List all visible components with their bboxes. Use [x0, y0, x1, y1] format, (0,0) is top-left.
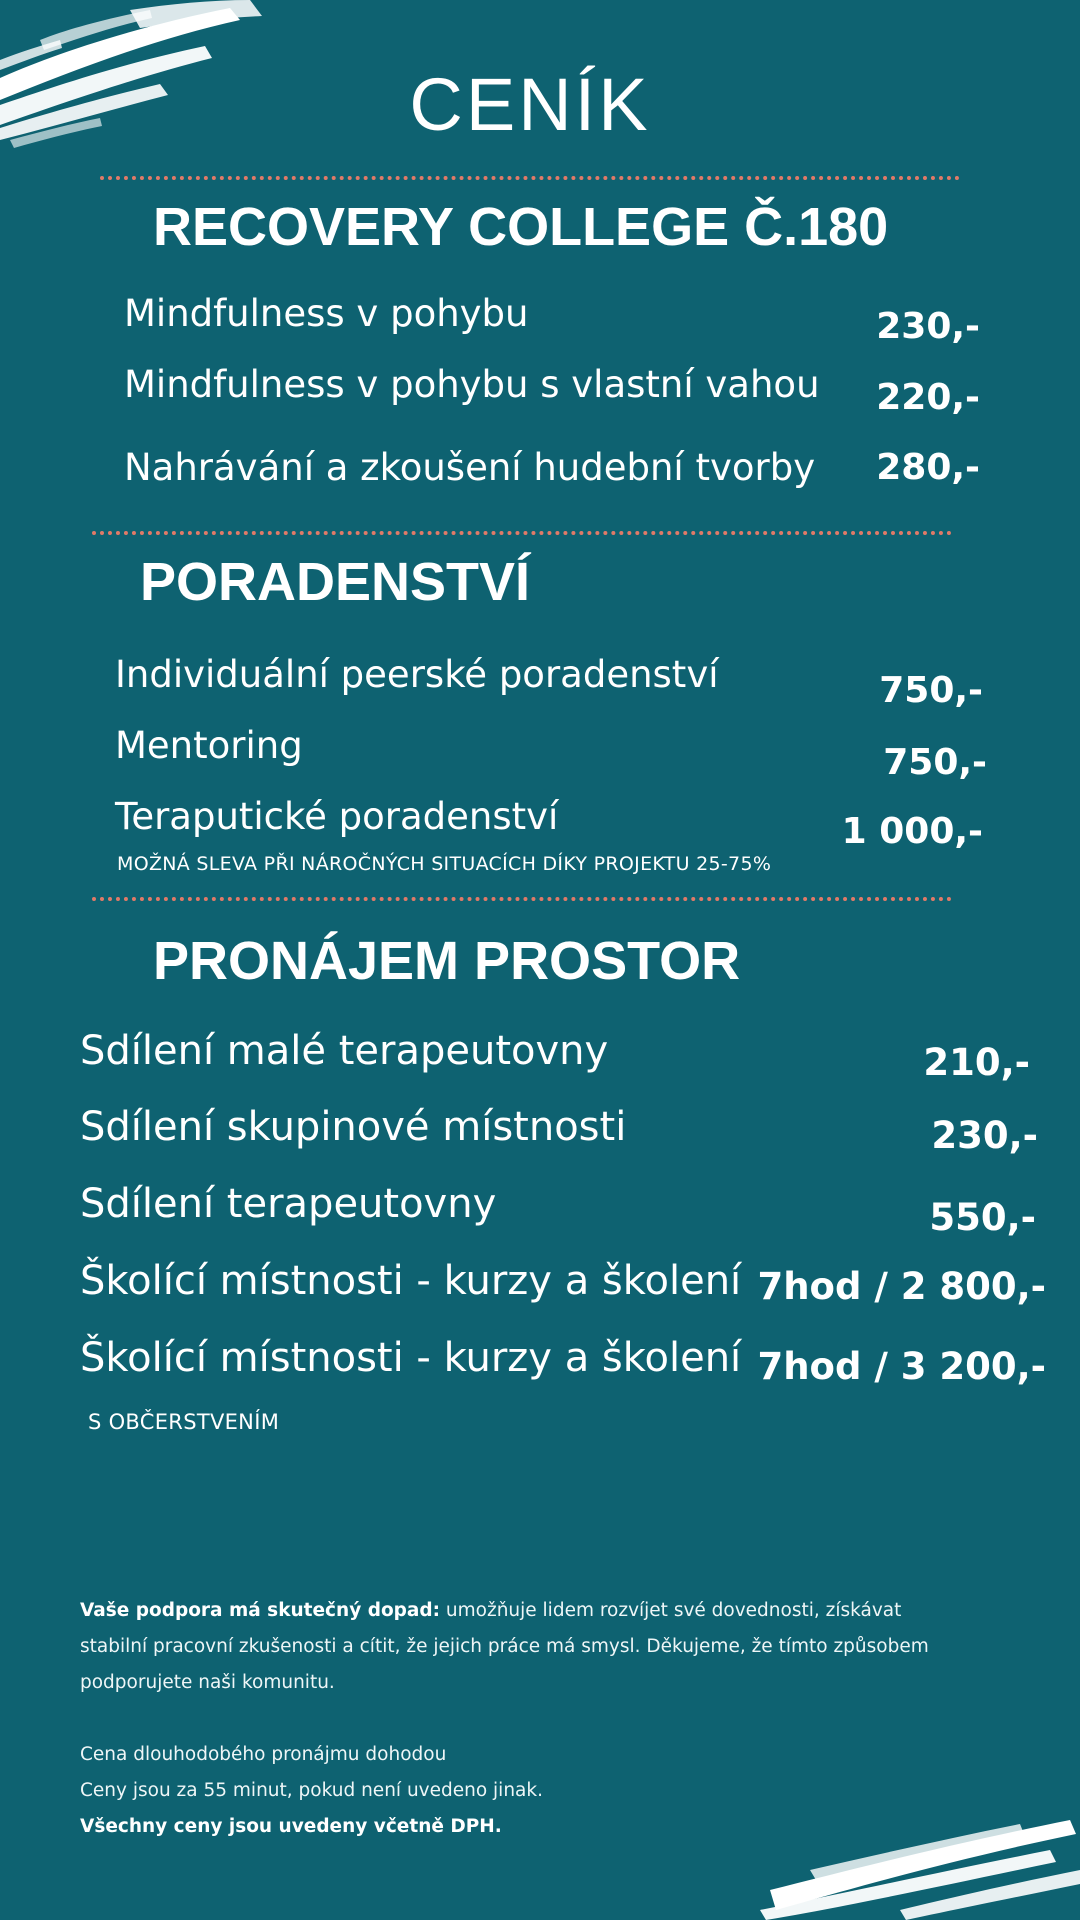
list-item-price: 280,-	[876, 447, 980, 488]
page-title: CENÍK	[409, 63, 651, 146]
long-term-note: Cena dlouhodobého pronájmu dohodou	[80, 1744, 447, 1765]
list-item-label: Mentoring	[115, 724, 303, 767]
list-item-price: 7hod / 3 200,-	[757, 1345, 1046, 1388]
refreshments-note: S OBČERSTVENÍM	[88, 1410, 280, 1434]
duration-note: Ceny jsou za 55 minut, pokud není uvedeno jinak.	[80, 1780, 543, 1801]
section-heading-recovery-college: RECOVERY COLLEGE Č.180	[153, 197, 889, 257]
list-item-label: Školící místnosti - kurzy a školení	[80, 1335, 742, 1381]
support-paragraph	[80, 1593, 940, 1701]
list-item-price: 230,-	[931, 1114, 1038, 1157]
divider-top	[100, 176, 960, 180]
list-item-label: Školící místnosti - kurzy a školení	[80, 1258, 742, 1304]
list-item-label: Individuální peerské poradenství	[115, 653, 719, 696]
list-item-label: Sdílení skupinové místnosti	[80, 1104, 627, 1150]
list-item-label: Sdílení malé terapeutovny	[80, 1028, 609, 1074]
list-item-price: 750,-	[883, 742, 987, 783]
divider-section-2	[92, 531, 952, 535]
vat-note	[80, 1809, 940, 1845]
list-item-price: 750,-	[879, 670, 983, 711]
divider-section-3	[92, 897, 952, 901]
support-lead: Vaše podpora má skutečný dopad:	[80, 1600, 441, 1621]
list-item-price: 1 000,-	[841, 811, 983, 852]
list-item-label: Nahrávání a zkoušení hudební tvorby	[124, 446, 816, 489]
discount-note: MOŽNÁ SLEVA PŘI NÁROČNÝCH SITUACÍCH DÍKY PROJEKTU 25-75%	[117, 853, 772, 875]
list-item-label: Sdílení terapeutovny	[80, 1181, 497, 1227]
list-item-price: 7hod / 2 800,-	[757, 1265, 1046, 1308]
list-item-price: 210,-	[923, 1041, 1030, 1084]
section-heading-room-rental: PRONÁJEM PROSTOR	[153, 931, 741, 991]
list-item-label: Mindfulness v pohybu s vlastní vahou	[124, 363, 820, 406]
list-item-price: 550,-	[929, 1196, 1036, 1239]
terms-block	[80, 1737, 940, 1845]
list-item-label: Mindfulness v pohybu	[124, 292, 529, 335]
list-item-label: Teraputické poradenství	[115, 795, 559, 838]
list-item-price: 230,-	[876, 306, 980, 347]
vat-text: Všechny ceny jsou uvedeny včetně DPH.	[80, 1816, 502, 1837]
support-text: umožňuje lidem rozvíjet své dovednosti, získávat stabilní pracovní zkušenosti a cítit, že jejich práce má smysl. Děkujeme, že tímto způsobem podporujete naši komunitu.	[80, 1600, 929, 1693]
section-heading-counseling: PORADENSTVÍ	[140, 552, 531, 612]
list-item-price: 220,-	[876, 377, 980, 418]
